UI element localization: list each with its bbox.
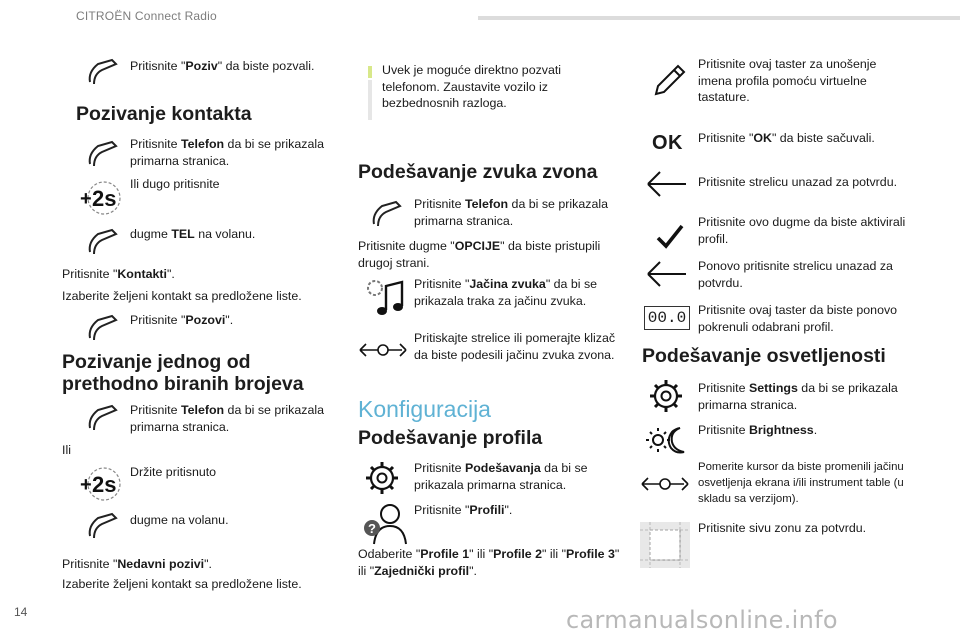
- pencil-icon: [648, 60, 688, 100]
- text-or: Ili: [62, 443, 71, 457]
- instruction-back-arrow-again: Ponovo pritisnite strelicu unazad za potvrdu.: [698, 259, 893, 290]
- instruction-contacts: Pritisnite "Kontakti".: [62, 267, 175, 281]
- svg-text:+: +: [80, 474, 92, 496]
- instruction-settings: Pritisnite Podešavanja da bi se prikazala primarna stranica.: [414, 461, 588, 492]
- instruction-reset-profile: Pritisnite ovaj taster da biste ponovo pokrenuli odabrani profil.: [698, 303, 898, 334]
- reset-lcd-icon: 00.0: [644, 306, 690, 330]
- grey-zone-icon: [640, 522, 690, 568]
- instruction-options: Pritisnite dugme "OPCIJE" da biste pristupili drugoj strani.: [358, 239, 601, 270]
- svg-text:2s: 2s: [92, 186, 117, 211]
- instruction-wheel-button: dugme na volanu.: [130, 513, 229, 527]
- instruction-grey-zone: Pritisnite sivu zonu za potvrdu.: [698, 521, 867, 535]
- tap-icon: [368, 194, 408, 234]
- note-text: Uvek je moguće direktno pozvati telefonom. Zaustavite vozilo iz bezbednosnih razloga.: [382, 63, 562, 111]
- instruction-telephone-3: Pritisnite Telefon da bi se prikazala primarna stranica.: [414, 197, 608, 228]
- heading-calling-contact: Pozivanje kontakta: [76, 103, 252, 125]
- watermark: carmanualsonline.info: [566, 606, 838, 634]
- tap-icon: [84, 506, 124, 546]
- heading-ringtone-volume: Podešavanje zvuka zvona: [358, 161, 598, 183]
- instruction-recent-calls: Pritisnite "Nedavni pozivi".: [62, 557, 212, 571]
- profile-icon: [362, 500, 408, 546]
- slider-arrows-icon: [640, 464, 690, 504]
- page-number: 14: [14, 605, 28, 619]
- instruction-slider: Pritiskajte strelice ili pomerajte klizač da biste podesili jačinu zvuka zvona.: [414, 331, 616, 362]
- instruction-tel-button: dugme TEL na volanu.: [130, 227, 256, 241]
- back-arrow-icon: [644, 164, 690, 204]
- tap-icon: [84, 308, 124, 348]
- header-rule: [478, 16, 960, 20]
- instruction-dial: Pritisnite "Pozovi".: [130, 313, 234, 327]
- heading-profile-settings: Podešavanje profila: [358, 427, 543, 449]
- settings-gear-icon: [362, 458, 402, 498]
- ok-icon: OK: [652, 132, 683, 154]
- checkmark-icon: [650, 216, 690, 256]
- instruction-volume: Pritisnite "Jačina zvuka" da bi se prikazala traka za jačinu zvuka.: [414, 277, 598, 308]
- slider-arrows-icon: [358, 330, 408, 370]
- instruction-choose-profile: Odaberite "Profile 1" ili "Profile 2" ili "Profile 3" ili "Zajednički profil".: [358, 547, 620, 578]
- back-arrow-icon: [644, 254, 690, 294]
- long-press-2s-icon: [78, 178, 124, 218]
- instruction-activate-profile: Pritisnite ovo dugme da biste aktivirali profil.: [698, 215, 906, 246]
- instruction-brightness: Pritisnite Brightness.: [698, 423, 818, 437]
- instruction-settings-2: Pritisnite Settings da bi se prikazala primarna stranica.: [698, 381, 898, 412]
- note-marker: [368, 66, 372, 78]
- instruction-enter-name: Pritisnite ovaj taster za unošenje imena profila pomoću virtuelne tastature.: [698, 57, 877, 105]
- svg-text:2s: 2s: [92, 472, 117, 497]
- instruction-move-cursor: Pomerite kursor da biste promenili jačinu osvetljenja ekrana i/ili instrument table (u skladu sa verzijom).: [698, 461, 904, 505]
- tap-icon: [84, 222, 124, 262]
- heading-brightness: Podešavanje osvetljenosti: [642, 345, 886, 367]
- instruction-telephone: Pritisnite Telefon da bi se prikazala primarna stranica.: [130, 137, 324, 168]
- tap-icon: [84, 52, 124, 92]
- instruction-choose-contact-2: Izaberite željeni kontakt sa predložene liste.: [62, 577, 302, 591]
- instruction-call: Pritisnite "Poziv" da biste pozvali.: [130, 59, 315, 73]
- instruction-back-arrow: Pritisnite strelicu unazad za potvrdu.: [698, 175, 898, 189]
- instruction-choose-contact: Izaberite željeni kontakt sa predložene liste.: [62, 289, 302, 303]
- note-rule: [368, 80, 372, 120]
- document-header: CITROËN Connect Radio: [76, 9, 217, 23]
- svg-text:?: ?: [368, 521, 376, 536]
- instruction-telephone-2: Pritisnite Telefon da bi se prikazala primarna stranica.: [130, 403, 324, 434]
- instruction-hold: Držite pritisnuto: [130, 465, 217, 479]
- instruction-long-press: Ili dugo pritisnite: [130, 177, 220, 191]
- instruction-profiles: Pritisnite "Profili".: [414, 503, 513, 517]
- svg-text:+: +: [80, 188, 92, 210]
- tap-icon: [84, 134, 124, 174]
- long-press-2s-icon: [78, 464, 124, 504]
- heading-call-previous-line1: Pozivanje jednog od: [62, 351, 251, 373]
- brightness-icon: [644, 420, 690, 460]
- tap-icon: [84, 398, 124, 438]
- heading-call-previous-line2: prethodno biranih brojeva: [62, 373, 304, 395]
- instruction-ok: Pritisnite "OK" da biste sačuvali.: [698, 131, 875, 145]
- music-settings-icon: [362, 276, 408, 320]
- settings-gear-icon: [646, 376, 686, 416]
- heading-configuration: Konfiguracija: [358, 396, 491, 422]
